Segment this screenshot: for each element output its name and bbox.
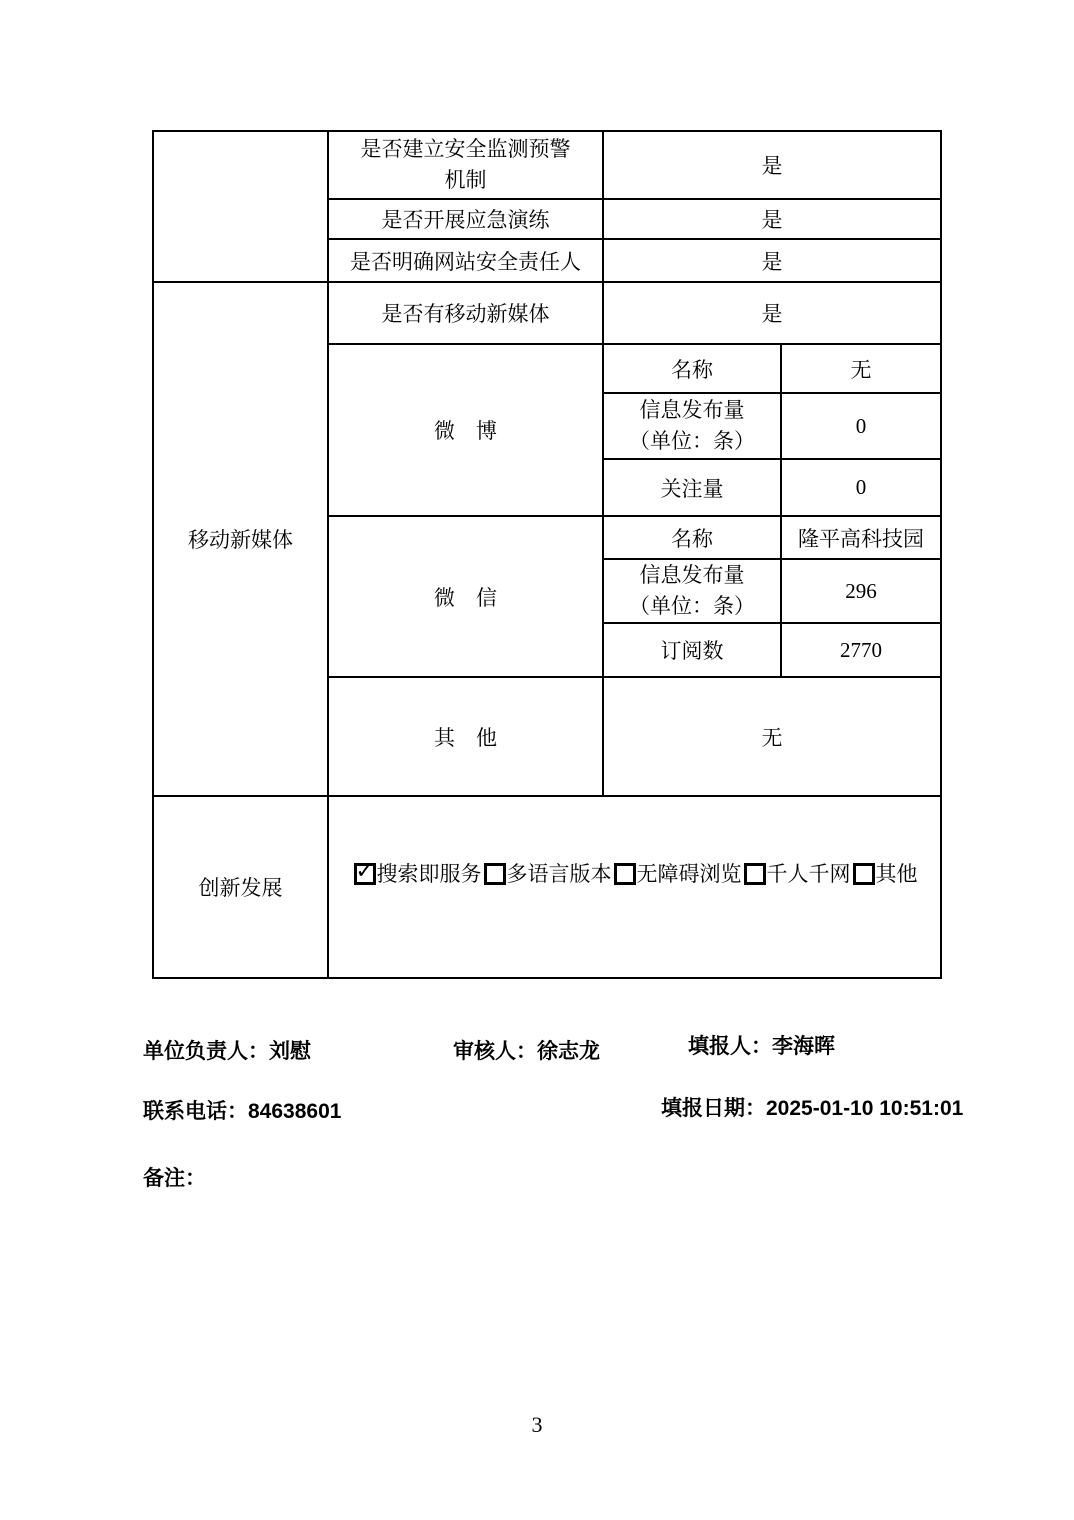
weibo-posts-label-line2: （单位：条） (629, 429, 755, 453)
footer-reviewer: 审核人：徐志龙 (453, 1040, 600, 1063)
report-table (152, 130, 942, 979)
has-mobile-label: 是否有移动新媒体 (328, 282, 603, 344)
section-security-label-cell (153, 131, 328, 282)
footer-remark: 备注： (143, 1167, 206, 1190)
footer-filler: 填报人：李海晖 (688, 1035, 835, 1058)
wechat-subscribers-label: 订阅数 (603, 623, 781, 677)
weibo-name-label: 名称 (603, 344, 781, 393)
footer-date: 填报日期：2025-01-10 10:51:01 (661, 1097, 964, 1120)
weibo-posts-value: 0 (781, 393, 941, 459)
wechat-label: 微 信 (328, 516, 603, 677)
weibo-followers-value: 0 (781, 459, 941, 516)
checkbox-search-service[interactable] (354, 859, 376, 885)
checkbox-accessibility-label: 无障碍浏览 (636, 862, 742, 886)
has-mobile-value: 是 (603, 282, 941, 344)
wechat-name-value: 隆平高科技园 (781, 516, 941, 559)
wechat-posts-label-line1: 信息发布量 (639, 563, 745, 587)
footer-phone: 联系电话：84638601 (143, 1100, 342, 1123)
checkbox-personalized-label: 千人千网 (766, 862, 851, 886)
section-mobile-media-label: 移动新媒体 (153, 282, 328, 796)
checkbox-personalized[interactable] (744, 863, 766, 885)
page-number: 3 (531, 1412, 543, 1437)
wechat-name-label: 名称 (603, 516, 781, 559)
other-media-label: 其 他 (328, 677, 603, 796)
checkbox-other[interactable] (853, 863, 875, 885)
innovation-options-line (329, 858, 940, 888)
checkbox-multilingual-label: 多语言版本 (506, 862, 612, 886)
weibo-posts-label (603, 393, 781, 459)
weibo-label: 微 博 (328, 344, 603, 516)
wechat-subscribers-value: 2770 (781, 623, 941, 677)
weibo-posts-label-line1: 信息发布量 (639, 398, 745, 422)
checkbox-other-label: 其他 (875, 862, 918, 886)
wechat-posts-label (603, 559, 781, 623)
checkbox-accessibility[interactable] (614, 863, 636, 885)
innovation-options-cell (328, 796, 941, 978)
wechat-posts-value: 296 (781, 559, 941, 623)
weibo-name-value: 无 (781, 344, 941, 393)
security-drill-value: 是 (603, 199, 941, 239)
security-monitor-label-line2: 机制 (444, 168, 487, 192)
security-drill-label: 是否开展应急演练 (328, 199, 603, 239)
security-responsible-value: 是 (603, 239, 941, 282)
section-innovation-label: 创新发展 (153, 796, 328, 978)
other-media-value: 无 (603, 677, 941, 796)
wechat-posts-label-line2: （单位：条） (629, 594, 755, 618)
footer-unit-head: 单位负责人：刘慰 (143, 1040, 311, 1063)
weibo-followers-label: 关注量 (603, 459, 781, 516)
check-icon: ✓ (355, 859, 374, 884)
security-monitor-label (328, 131, 603, 199)
security-monitor-value: 是 (603, 131, 941, 199)
security-monitor-label-line1: 是否建立安全监测预警 (360, 137, 571, 161)
checkbox-search-service-label: 搜索即服务 (376, 862, 482, 886)
security-responsible-label: 是否明确网站安全责任人 (328, 239, 603, 282)
checkbox-multilingual[interactable] (484, 863, 506, 885)
